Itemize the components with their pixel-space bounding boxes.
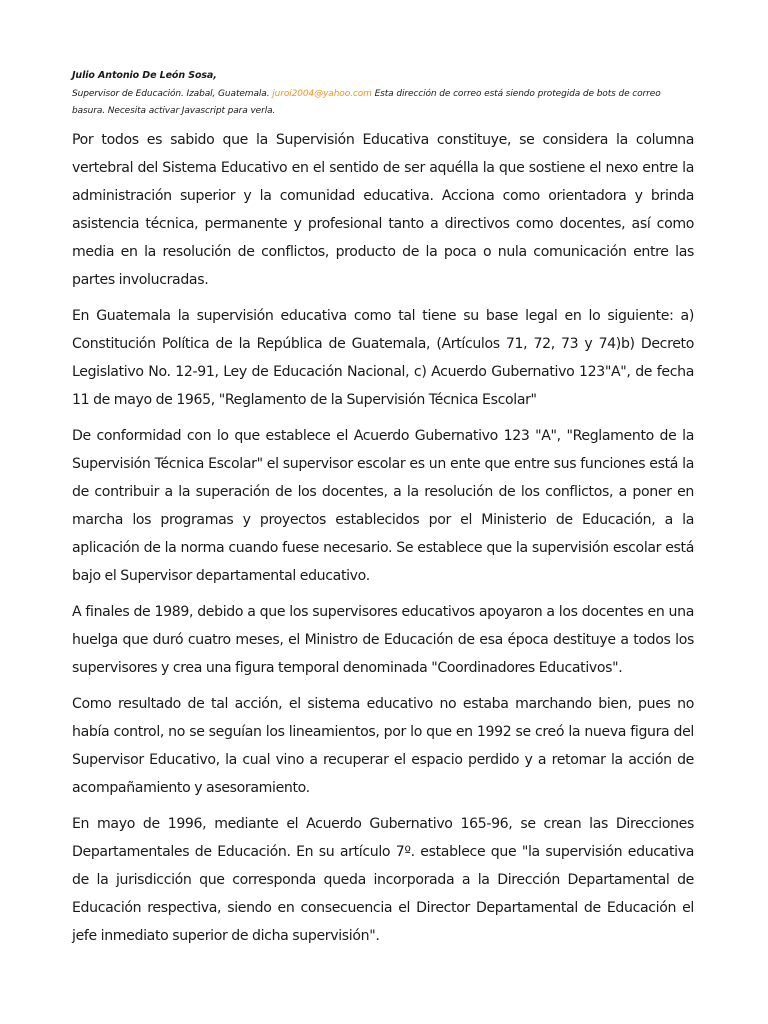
email-protection-notice: Esta dirección de correo está siendo protegida de bots de correo basura. Necesita activar Javascript para verla. <box>72 89 661 116</box>
paragraph-5: Como resultado de tal acción, el sistema educativo no estaba marchando bien, pues no había control, no se seguían los lineamientos, por lo que en 1992 se creó la nueva figura del Supervisor Educativo, la cual vino a recuperar el espacio perdido y a retomar la acción de acompañamiento y asesoramiento. <box>72 696 694 796</box>
document-page <box>72 68 694 958</box>
paragraph-6: En mayo de 1996, mediante el Acuerdo Gubernativo 165-96, se crean las Direcciones Departamentales de Educación. En su artículo 7º. establece que "la supervisión educativa de la jurisdicción que corresponda queda incorporada a la Dirección Departamental de Educación respectiva, siendo en consecuencia el Director Departamental de Educación el jefe inmediato superior de dicha supervisión". <box>72 816 694 944</box>
paragraph-4: A finales de 1989, debido a que los supervisores educativos apoyaron a los docentes en una huelga que duró cuatro meses, el Ministro de Educación de esa época destituye a todos los supervisores y crea una figura temporal denominada "Coordinadores Educativos". <box>72 604 694 676</box>
email-link[interactable]: juroi2004@yahoo.com <box>272 89 372 99</box>
author-affiliation <box>72 86 694 120</box>
author-name: Julio Antonio De León Sosa, <box>72 70 217 81</box>
paragraph-3: De conformidad con lo que establece el Acuerdo Gubernativo 123 "A", "Reglamento de la Supervisión Técnica Escolar" el supervisor escolar es un ente que entre sus funciones está la de contribuir a la superación de los docentes, a la resolución de los conflictos, a poner en marcha los programas y proyectos establecidos por el Ministerio de Educación, a la aplicación de la norma cuando fuese necesario. Se establece que la supervisión escolar está bajo el Supervisor departamental educativo. <box>72 428 694 584</box>
paragraph-1: Por todos es sabido que la Supervisión Educativa constituye, se considera la columna vertebral del Sistema Educativo en el sentido de ser aquélla la que sostiene el nexo entre la administración superior y la comunidad educativa. Acciona como orientadora y brinda asistencia técnica, permanente y profesional tanto a directivos como docentes, así como media en la resolución de conflictos, producto de la poca o nula comunicación entre las partes involucradas. <box>72 132 694 288</box>
affiliation-text: Supervisor de Educación. Izabal, Guatemala. <box>72 89 270 99</box>
paragraph-2: En Guatemala la supervisión educativa como tal tiene su base legal en lo siguiente: a) Constitución Política de la República de Guatemala, (Artículos 71, 72, 73 y 74)b) Decreto Legislativo No. 12-91, Ley de Educación Nacional, c) Acuerdo Gubernativo 123"A", de fecha 11 de mayo de 1965, "Reglamento de la Supervisión Técnica Escolar" <box>72 308 694 408</box>
